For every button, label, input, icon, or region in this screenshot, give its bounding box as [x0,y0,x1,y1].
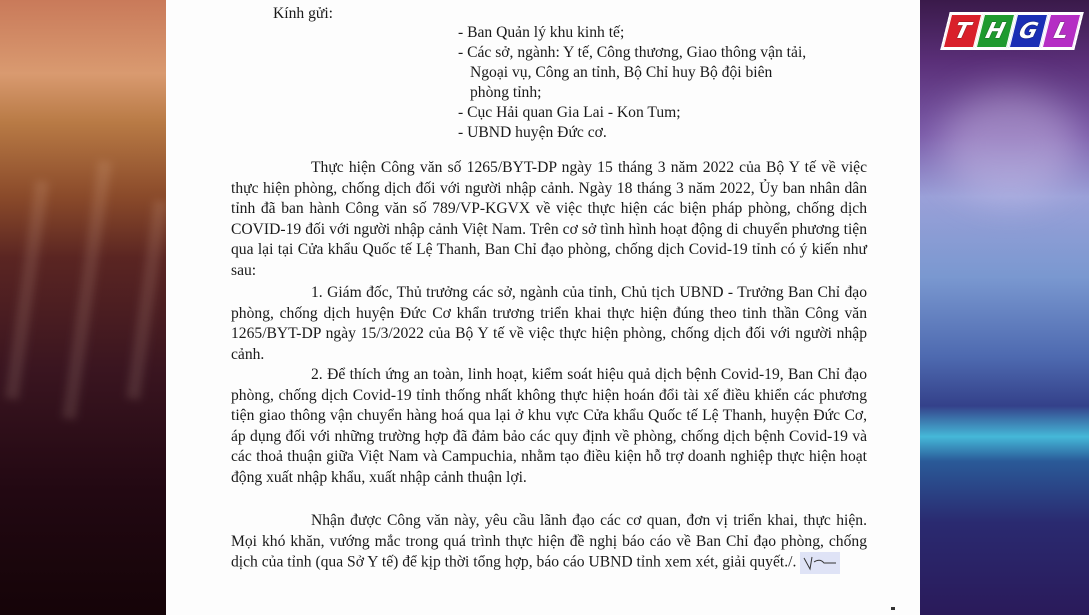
light-ray [62,160,112,419]
recipient-item: - Các sở, ngành: Y tế, Công thương, Giao thông vận tải, [458,44,807,61]
thgl-logo [940,12,1083,50]
salutation: Kính gửi: [273,5,333,22]
document-page [166,0,920,615]
paragraph-intro: Thực hiện Công văn số 1265/BYT-DP ngày 15 tháng 3 năm 2022 của Bộ Y tế về việc thực hiện phòng, chống dịch đối với người nhập cảnh. Ngày 18 tháng 3 năm 2022, Ủy ban nhân dân tỉnh đã ban hành Công văn số 789/VP-KGVX về việc thực hiện các biện pháp phòng, chống dịch COVID-19 đối với người nhập cảnh Việt Nam. Trên cơ sở tình hình hoạt động di chuyển phương tiện qua lại tại Cửa khẩu Quốc tế Lệ Thanh, Ban Chỉ đạo phòng, chống dịch Covid-19 tỉnh có ý kiến như sau: [231,159,867,279]
recipient-item: - Ban Quản lý khu kinh tế; [458,24,625,41]
logo-letter-g: G [1009,14,1048,48]
left-background [0,0,166,615]
signature-initial [800,552,840,574]
recipient-item: Ngoại vụ, Công an tỉnh, Bộ Chỉ huy Bộ đội biên [470,64,773,81]
paragraph-item-1: 1. Giám đốc, Thủ trưởng các sở, ngành của tỉnh, Chủ tịch UBND - Trưởng Ban Chỉ đạo phòng, chống dịch huyện Đức Cơ khẩn trương triển khai thực hiện đúng theo tinh thần Công văn 1265/BYT-DP ngày 15/3/2022 của Bộ Y tế về việc thực hiện phòng, chống dịch đối với người nhập cảnh. [231,284,867,363]
right-background [920,0,1089,615]
recipient-item: - Cục Hải quan Gia Lai - Kon Tum; [458,104,681,121]
recipient-list [458,23,918,143]
closing-text: Nhận được Công văn này, yêu cầu lãnh đạo các cơ quan, đơn vị triển khai, thực hiện. Mọi khó khăn, vướng mắc trong quá trình thực hiện đề nghị báo cáo về Ban Chỉ đạo phòng, chống dịch của tỉnh (qua Sở Y tế) để kịp thời tổng hợp, báo cáo UBND tỉnh xem xét, giải quyết./. [231,512,867,571]
light-glow [940,90,1080,200]
logo-letter-l: L [1042,14,1081,48]
paragraph-item-2: 2. Để thích ứng an toàn, linh hoạt, kiểm soát hiệu quả dịch bệnh Covid-19, Ban Chỉ đạo phòng, chống dịch Covid-19 tỉnh thống nhất không thực hiện hoán đổi tài xế điều khiển các phương tiện giao thông vận chuyển hàng hoá qua lại ở khu vực Cửa khẩu Quốc tế Lệ Thanh, huyện Đức Cơ, áp dụng đối với những trường hợp đã đảm bảo các quy định về phòng, chống dịch bệnh Covid-19 và các thoả thuận giữa Việt Nam và Campuchia, nhằm tạo điều kiện hỗ trợ doanh nghiệp thực hiện hoạt động xuất nhập khẩu, xuất nhập cảnh thuận lợi. [231,366,867,486]
light-ray [126,200,168,400]
recipient-item: - UBND huyện Đức cơ. [458,124,607,141]
logo-letter-h: H [976,14,1015,48]
paragraph-closing [231,511,867,574]
page-mark [891,607,895,610]
recipient-item: phòng tỉnh; [470,84,542,101]
light-ray [5,180,49,400]
logo-letter-t: T [943,14,982,48]
